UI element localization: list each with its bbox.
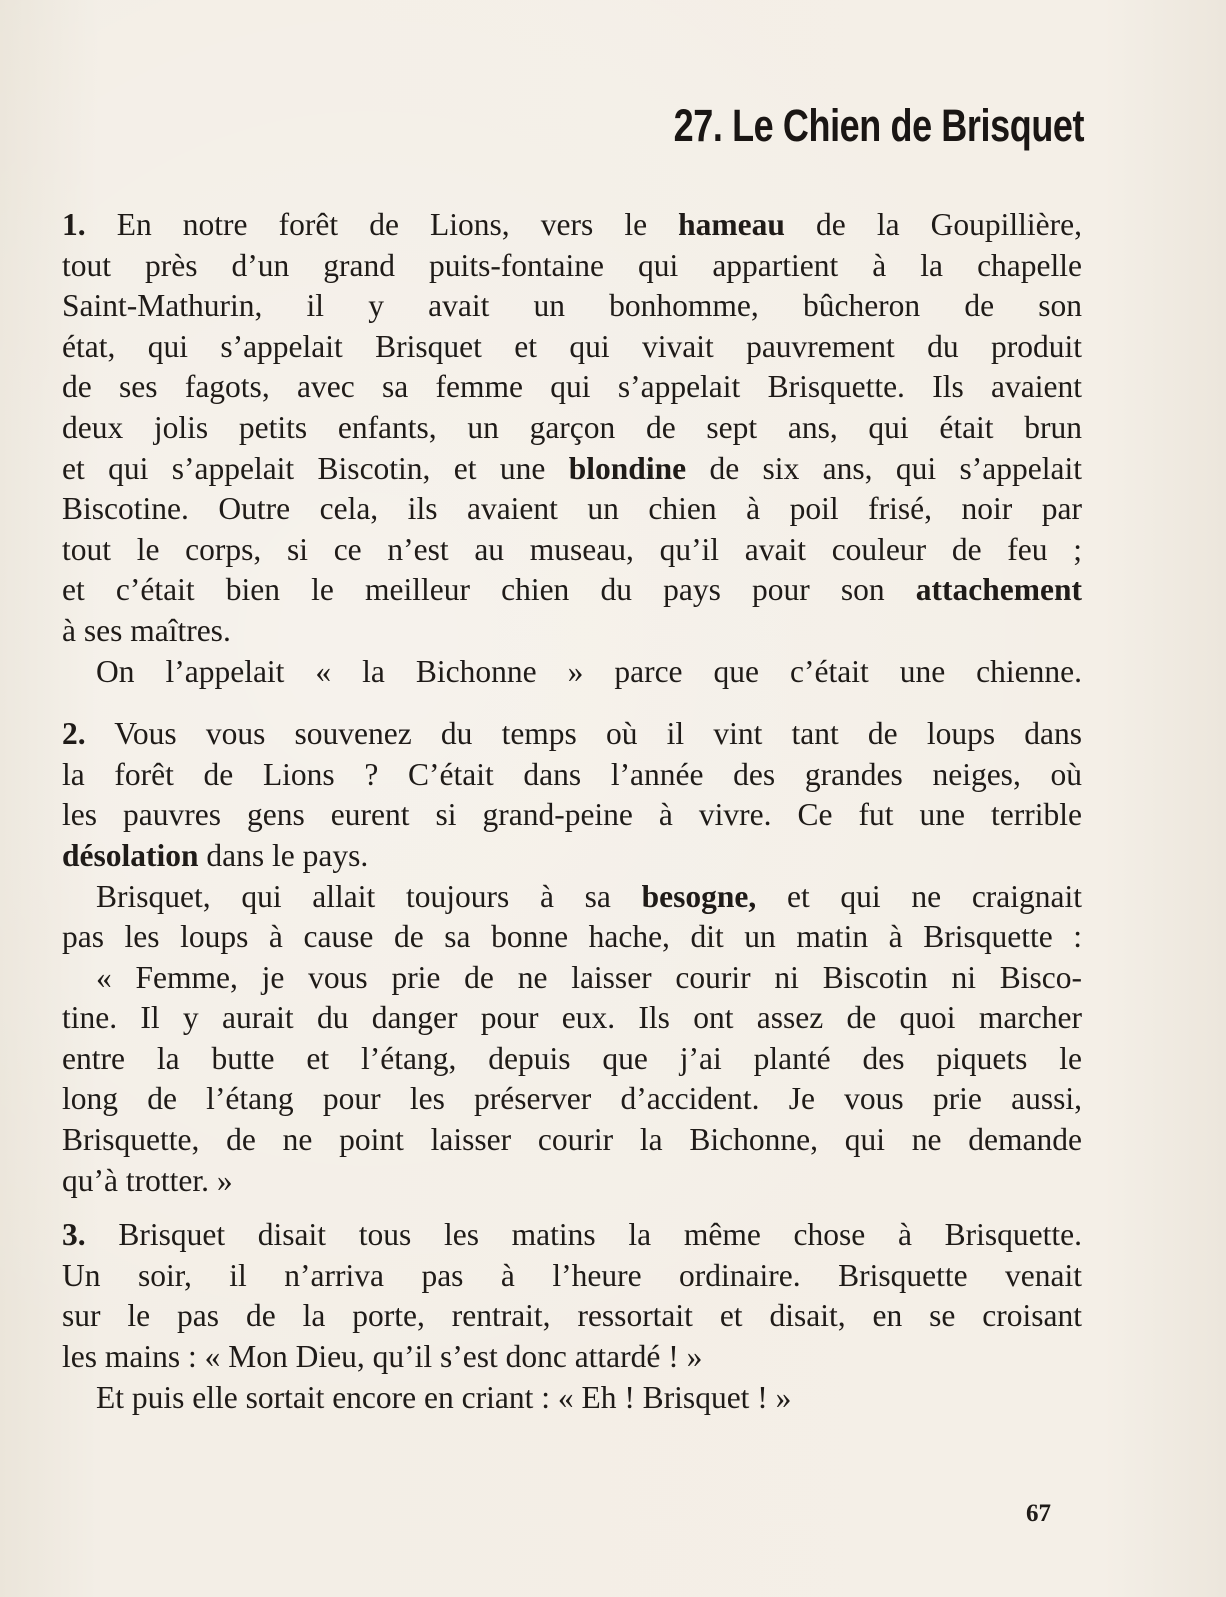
text-run: Brisquet, qui allait toujours à sa: [96, 878, 642, 914]
text-line: Saint-Mathurin, il y avait un bonhomme, bûcheron de son: [62, 288, 1082, 324]
body-text: [62, 205, 1082, 1418]
paragraph-3: [62, 1215, 1082, 1418]
text-line: entre la butte et l’étang, depuis que j’ai planté des piquets le: [62, 1040, 1082, 1076]
text-run: de la Goupillière,: [784, 207, 1083, 242]
bold-word: besogne,: [641, 878, 757, 914]
text-run: et qui ne craignait: [756, 878, 1083, 914]
text-line: les mains : « Mon Dieu, qu’il s’est donc attardé ! »: [62, 1339, 703, 1375]
bold-word: blondine: [568, 450, 687, 486]
text-line: [62, 714, 1082, 755]
text-line: la forêt de Lions ? C’était dans l’année des grandes neiges, où: [62, 756, 1082, 792]
text-line: tout le corps, si ce n’est au museau, qu’il avait couleur de feu ;: [62, 531, 1082, 567]
bold-word: désolation: [62, 837, 199, 873]
text-line: Biscotine. Outre cela, ils avaient un chien à poil frisé, noir par: [62, 491, 1082, 527]
text-line: qu’à trotter. »: [62, 1162, 233, 1198]
bold-word: hameau: [678, 207, 785, 242]
text-line: à ses maîtres.: [62, 612, 231, 648]
text-run: et c’était bien le meilleur chien du pays pour son: [62, 572, 916, 608]
paragraph-gap: [62, 692, 1082, 714]
paragraph-gap: [62, 1201, 1082, 1215]
text-line: On l’appelait « la Bichonne » parce que c’était une chienne.: [96, 653, 1082, 689]
page-number: 67: [1026, 1500, 1051, 1527]
text-line: tout près d’un grand puits-fontaine qui appartient à la chapelle: [62, 247, 1082, 283]
text-line: sur le pas de la porte, rentrait, ressortait et disait, en se croisant: [62, 1298, 1082, 1334]
paragraph-number: 3.: [62, 1217, 86, 1253]
text-line: long de l’étang pour les préserver d’accident. Je vous prie aussi,: [62, 1081, 1082, 1117]
text-line: [62, 449, 1082, 490]
text-line: [62, 836, 1082, 877]
paragraph-2: [62, 714, 1082, 1201]
text-line: les pauvres gens eurent si grand-peine à vivre. Ce fut une terrible: [62, 797, 1082, 833]
text-line: [62, 1215, 1082, 1256]
paragraph-number: 2.: [62, 716, 86, 752]
text-line: [62, 570, 1082, 611]
text-run: Vous vous souvenez du temps où il vint tant de loups dans: [85, 716, 1082, 752]
text-line: état, qui s’appelait Brisquet et qui vivait pauvrement du produit: [62, 328, 1082, 364]
text-line: Un soir, il n’arriva pas à l’heure ordinaire. Brisquette venait: [62, 1257, 1082, 1293]
text-line: tine. Il y aurait du danger pour eux. Ils ont assez de quoi marcher: [62, 1000, 1082, 1036]
text-run: Brisquet disait tous les matins la même chose à Brisquette.: [85, 1217, 1082, 1253]
paragraph-number: 1.: [62, 207, 86, 242]
text-line: [62, 205, 1082, 246]
text-line: [62, 877, 1082, 918]
text-line: pas les loups à cause de sa bonne hache, dit un matin à Brisquette :: [62, 919, 1082, 955]
chapter-title: 27. Le Chien de Brisquet: [673, 100, 1084, 151]
text-run: et qui s’appelait Biscotin, et une: [62, 450, 569, 486]
text-line: de ses fagots, avec sa femme qui s’appelait Brisquette. Ils avaient: [62, 369, 1082, 405]
text-line: deux jolis petits enfants, un garçon de sept ans, qui était brun: [62, 409, 1082, 445]
text-run: En notre forêt de Lions, vers le: [85, 207, 679, 242]
text-run: dans le pays.: [198, 837, 369, 873]
text-line: « Femme, je vous prie de ne laisser courir ni Biscotin ni Bisco-: [96, 959, 1082, 995]
bold-word: attachement: [915, 572, 1082, 608]
text-line: Et puis elle sortait encore en criant : « Eh ! Brisquet ! »: [96, 1379, 792, 1415]
text-run: de six ans, qui s’appelait: [686, 450, 1082, 486]
paragraph-1: [62, 205, 1082, 692]
text-line: Brisquette, de ne point laisser courir la Bichonne, qui ne demande: [62, 1122, 1082, 1158]
